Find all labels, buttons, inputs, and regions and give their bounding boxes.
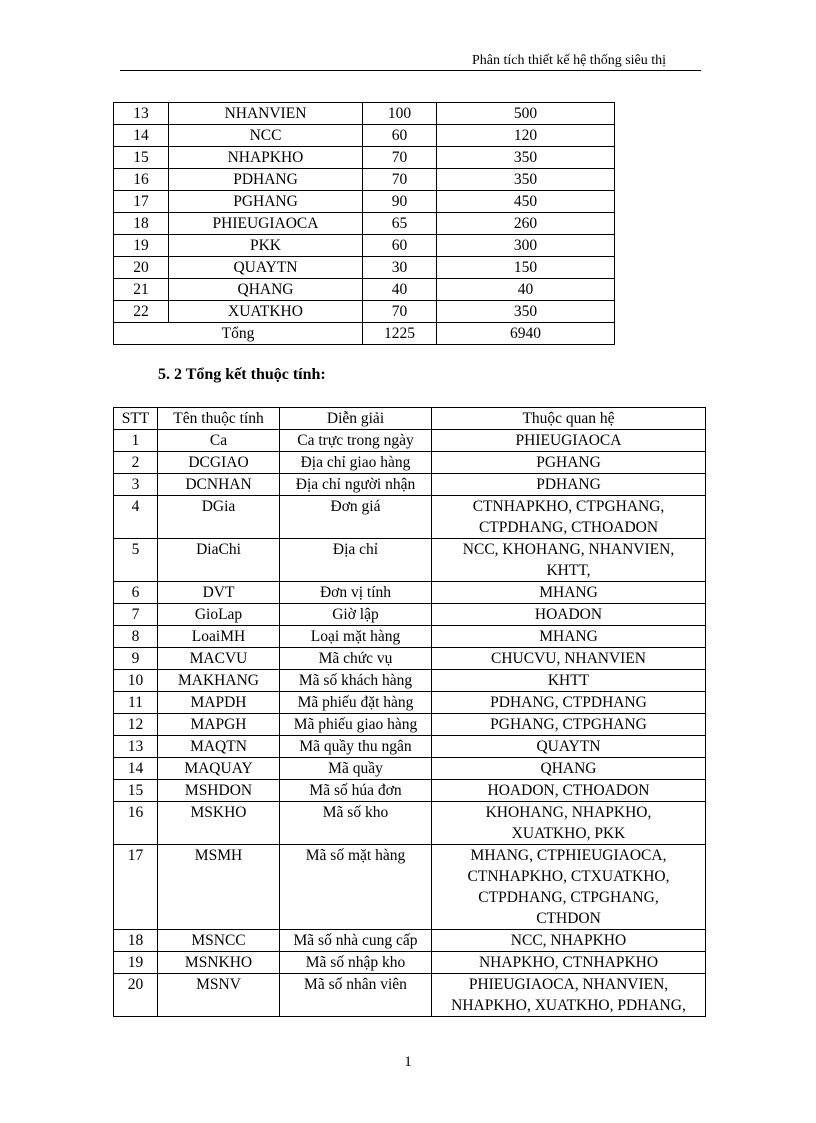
relation-line: NHAPKHO, CTNHAPKHO — [478, 954, 659, 971]
relation-line: KHOHANG, NHAPKHO, — [485, 804, 652, 821]
table-cell-attribute-name: MAPGH — [158, 714, 280, 736]
page-header-title: Phân tích thiết kế hệ thống siêu thị — [472, 53, 667, 68]
table-cell-description: Mã số mặt hàng — [280, 845, 432, 930]
table-header-cell: STT — [114, 408, 158, 430]
table-cell-value-a: 40 — [363, 279, 437, 301]
table-cell-attribute-name: MSMH — [158, 845, 280, 930]
table-header-cell: Thuộc quan hệ — [432, 408, 706, 430]
header-rule — [120, 70, 701, 71]
table-cell-description: Mã phiếu đặt hàng — [280, 692, 432, 714]
table-row — [114, 474, 706, 496]
table-cell-stt: 1 — [114, 430, 158, 452]
table-cell-no: 16 — [114, 169, 169, 191]
relation-line: HOADON, CTHOADON — [487, 782, 650, 799]
table-cell-name: PDHANG — [169, 169, 363, 191]
table-total-b: 6940 — [437, 323, 615, 345]
table-total-a: 1225 — [363, 323, 437, 345]
table-cell-value-a: 90 — [363, 191, 437, 213]
table-cell-description: Mã số nhà cung cấp — [280, 930, 432, 952]
table-row — [114, 780, 706, 802]
table-row — [114, 626, 706, 648]
table-row — [114, 279, 615, 301]
relation-line: CTPDHANG, CTPGHANG, — [478, 889, 659, 906]
table-cell-stt: 15 — [114, 780, 158, 802]
relation-line: CTNHAPKHO, CTXUATKHO, — [467, 868, 670, 885]
table-cell-description: Ca trực trong ngày — [280, 430, 432, 452]
table-row — [114, 845, 706, 930]
table-row — [114, 714, 706, 736]
relation-line: NHAPKHO, XUATKHO, PDHANG, — [451, 997, 686, 1014]
table-cell-relations — [432, 758, 706, 780]
table-cell-attribute-name: GioLap — [158, 604, 280, 626]
table-row — [114, 147, 615, 169]
table-cell-relations — [432, 496, 706, 539]
table-cell-value-b: 40 — [437, 279, 615, 301]
relation-line: MHANG — [539, 584, 598, 601]
table-cell-name: PGHANG — [169, 191, 363, 213]
relation-line: PHIEUGIAOCA — [515, 432, 622, 449]
table-cell-relations — [432, 930, 706, 952]
table-row — [114, 692, 706, 714]
table-cell-attribute-name: MAQUAY — [158, 758, 280, 780]
table-row — [114, 496, 706, 539]
table-cell-relations — [432, 539, 706, 582]
table-cell-stt: 10 — [114, 670, 158, 692]
table-cell-attribute-name: DiaChi — [158, 539, 280, 582]
table-cell-no: 19 — [114, 235, 169, 257]
table-cell-value-a: 70 — [363, 301, 437, 323]
table-row — [114, 930, 706, 952]
table-cell-relations — [432, 714, 706, 736]
table-cell-value-a: 30 — [363, 257, 437, 279]
relation-line: NCC, NHAPKHO — [510, 932, 627, 949]
relation-line: PGHANG — [536, 454, 601, 471]
table-cell-attribute-name: MSKHO — [158, 802, 280, 845]
table-cell-attribute-name: DVT — [158, 582, 280, 604]
table-cell-description: Đơn vị tính — [280, 582, 432, 604]
table-cell-stt: 8 — [114, 626, 158, 648]
relation-line: QHANG — [540, 760, 597, 777]
table-cell-attribute-name: DCGIAO — [158, 452, 280, 474]
table-cell-description: Mã số kho — [280, 802, 432, 845]
table-cell-relations — [432, 670, 706, 692]
table-cell-value-b: 300 — [437, 235, 615, 257]
table-cell-attribute-name: MACVU — [158, 648, 280, 670]
table-cell-relations — [432, 452, 706, 474]
table-row — [114, 802, 706, 845]
table-cell-value-b: 350 — [437, 169, 615, 191]
table-cell-value-b: 120 — [437, 125, 615, 147]
table-cell-description: Mã quầy thu ngân — [280, 736, 432, 758]
relation-line: PDHANG — [536, 476, 601, 493]
table-cell-no: 15 — [114, 147, 169, 169]
table-cell-stt: 12 — [114, 714, 158, 736]
table-cell-value-b: 260 — [437, 213, 615, 235]
table-row — [114, 670, 706, 692]
table-cell-attribute-name: MSNCC — [158, 930, 280, 952]
table-cell-stt: 17 — [114, 845, 158, 930]
relation-line: QUAYTN — [536, 738, 601, 755]
table-cell-relations — [432, 692, 706, 714]
table-cell-stt: 11 — [114, 692, 158, 714]
table-cell-relations — [432, 430, 706, 452]
table-row — [114, 301, 615, 323]
table-cell-description: Giờ lập — [280, 604, 432, 626]
table-row — [114, 257, 615, 279]
table-cell-name: NCC — [169, 125, 363, 147]
relation-line: PDHANG, CTPDHANG — [490, 694, 647, 711]
table-cell-value-a: 65 — [363, 213, 437, 235]
relation-line: MHANG, CTPHIEUGIAOCA, — [470, 847, 667, 864]
table-cell-description: Địa chỉ — [280, 539, 432, 582]
table-cell-no: 20 — [114, 257, 169, 279]
table-row — [114, 648, 706, 670]
table-cell-value-b: 350 — [437, 147, 615, 169]
table-cell-stt: 13 — [114, 736, 158, 758]
attribute-summary-table — [113, 407, 706, 1017]
table-row — [114, 974, 706, 1017]
relation-line: KHTT — [547, 672, 590, 689]
relation-line: CHUCVU, NHANVIEN — [491, 650, 646, 667]
table-cell-attribute-name: MSNV — [158, 974, 280, 1017]
table-cell-stt: 19 — [114, 952, 158, 974]
table-cell-stt: 6 — [114, 582, 158, 604]
table-cell-value-a: 60 — [363, 235, 437, 257]
table-total-label: Tổng — [114, 323, 363, 345]
table-row — [114, 103, 615, 125]
relation-line: KHTT, — [546, 562, 591, 579]
table-cell-stt: 20 — [114, 974, 158, 1017]
section-heading: 5. 2 Tổng kết thuộc tính: — [158, 366, 326, 383]
table-cell-relations — [432, 474, 706, 496]
relation-line: CTNHAPKHO, CTPGHANG, — [472, 498, 665, 515]
table-cell-stt: 4 — [114, 496, 158, 539]
table-cell-attribute-name: MAQTN — [158, 736, 280, 758]
table-cell-description: Mã số khách hàng — [280, 670, 432, 692]
table-cell-attribute-name: MSNKHO — [158, 952, 280, 974]
table-cell-name: QHANG — [169, 279, 363, 301]
table-row — [114, 539, 706, 582]
table-row — [114, 213, 615, 235]
table-row — [114, 736, 706, 758]
table-cell-description: Mã số nhập kho — [280, 952, 432, 974]
table-cell-stt: 16 — [114, 802, 158, 845]
table-cell-stt: 7 — [114, 604, 158, 626]
relation-line: CTHDON — [536, 910, 601, 927]
table-cell-value-a: 70 — [363, 147, 437, 169]
relation-line: NCC, KHOHANG, NHANVIEN, — [462, 541, 675, 558]
relation-line: XUATKHO, PKK — [511, 825, 626, 842]
table-cell-relations — [432, 604, 706, 626]
table-cell-value-b: 150 — [437, 257, 615, 279]
table-cell-value-b: 450 — [437, 191, 615, 213]
table-cell-relations — [432, 626, 706, 648]
table-cell-description: Loại mặt hàng — [280, 626, 432, 648]
table-cell-name: XUATKHO — [169, 301, 363, 323]
table-cell-value-b: 500 — [437, 103, 615, 125]
table-cell-attribute-name: DCNHAN — [158, 474, 280, 496]
table-cell-name: NHANVIEN — [169, 103, 363, 125]
table-cell-attribute-name: MAKHANG — [158, 670, 280, 692]
table-cell-relations — [432, 952, 706, 974]
table-cell-relations — [432, 648, 706, 670]
size-estimate-table — [113, 102, 615, 345]
table-cell-attribute-name: LoaiMH — [158, 626, 280, 648]
table-cell-description: Mã chức vụ — [280, 648, 432, 670]
table-row — [114, 125, 615, 147]
table-cell-description: Địa chỉ giao hàng — [280, 452, 432, 474]
table-header-cell: Tên thuộc tính — [158, 408, 280, 430]
table-cell-stt: 9 — [114, 648, 158, 670]
table-cell-stt: 2 — [114, 452, 158, 474]
table-header-row — [114, 408, 706, 430]
relation-line: MHANG — [539, 628, 598, 645]
table-cell-no: 13 — [114, 103, 169, 125]
table-cell-relations — [432, 974, 706, 1017]
table-row — [114, 604, 706, 626]
table-cell-attribute-name: MAPDH — [158, 692, 280, 714]
table-cell-relations — [432, 802, 706, 845]
table-cell-attribute-name: MSHDON — [158, 780, 280, 802]
table-cell-description: Mã số húa đơn — [280, 780, 432, 802]
table-cell-description: Địa chỉ người nhận — [280, 474, 432, 496]
table-row — [114, 235, 615, 257]
table-cell-stt: 5 — [114, 539, 158, 582]
table-cell-relations — [432, 845, 706, 930]
table-cell-description: Mã số nhân viên — [280, 974, 432, 1017]
table-row — [114, 452, 706, 474]
table-cell-relations — [432, 780, 706, 802]
table-cell-value-a: 60 — [363, 125, 437, 147]
table-cell-relations — [432, 736, 706, 758]
table-cell-no: 21 — [114, 279, 169, 301]
table-cell-value-a: 100 — [363, 103, 437, 125]
table-cell-description: Mã quầy — [280, 758, 432, 780]
table-row — [114, 758, 706, 780]
relation-line: HOADON — [534, 606, 603, 623]
table-cell-relations — [432, 582, 706, 604]
table-cell-no: 14 — [114, 125, 169, 147]
relation-line: PGHANG, CTPGHANG — [490, 716, 647, 733]
table-cell-no: 17 — [114, 191, 169, 213]
table-cell-name: QUAYTN — [169, 257, 363, 279]
table-row — [114, 169, 615, 191]
table-cell-name: NHAPKHO — [169, 147, 363, 169]
page-number: 1 — [404, 1054, 412, 1070]
table-cell-stt: 3 — [114, 474, 158, 496]
table-cell-name: PHIEUGIAOCA — [169, 213, 363, 235]
table-cell-no: 22 — [114, 301, 169, 323]
table-row — [114, 952, 706, 974]
table-row — [114, 582, 706, 604]
table-cell-no: 18 — [114, 213, 169, 235]
table-cell-value-a: 70 — [363, 169, 437, 191]
table-total-row — [114, 323, 615, 345]
table-cell-attribute-name: DGia — [158, 496, 280, 539]
table-header-cell: Diễn giải — [280, 408, 432, 430]
table-cell-description: Đơn giá — [280, 496, 432, 539]
relation-line: CTPDHANG, CTHOADON — [478, 519, 659, 536]
table-row — [114, 430, 706, 452]
table-cell-stt: 18 — [114, 930, 158, 952]
table-cell-stt: 14 — [114, 758, 158, 780]
table-cell-value-b: 350 — [437, 301, 615, 323]
table-cell-description: Mã phiếu giao hàng — [280, 714, 432, 736]
table-row — [114, 191, 615, 213]
table-cell-name: PKK — [169, 235, 363, 257]
table-cell-attribute-name: Ca — [158, 430, 280, 452]
relation-line: PHIEUGIAOCA, NHANVIEN, — [468, 976, 669, 993]
